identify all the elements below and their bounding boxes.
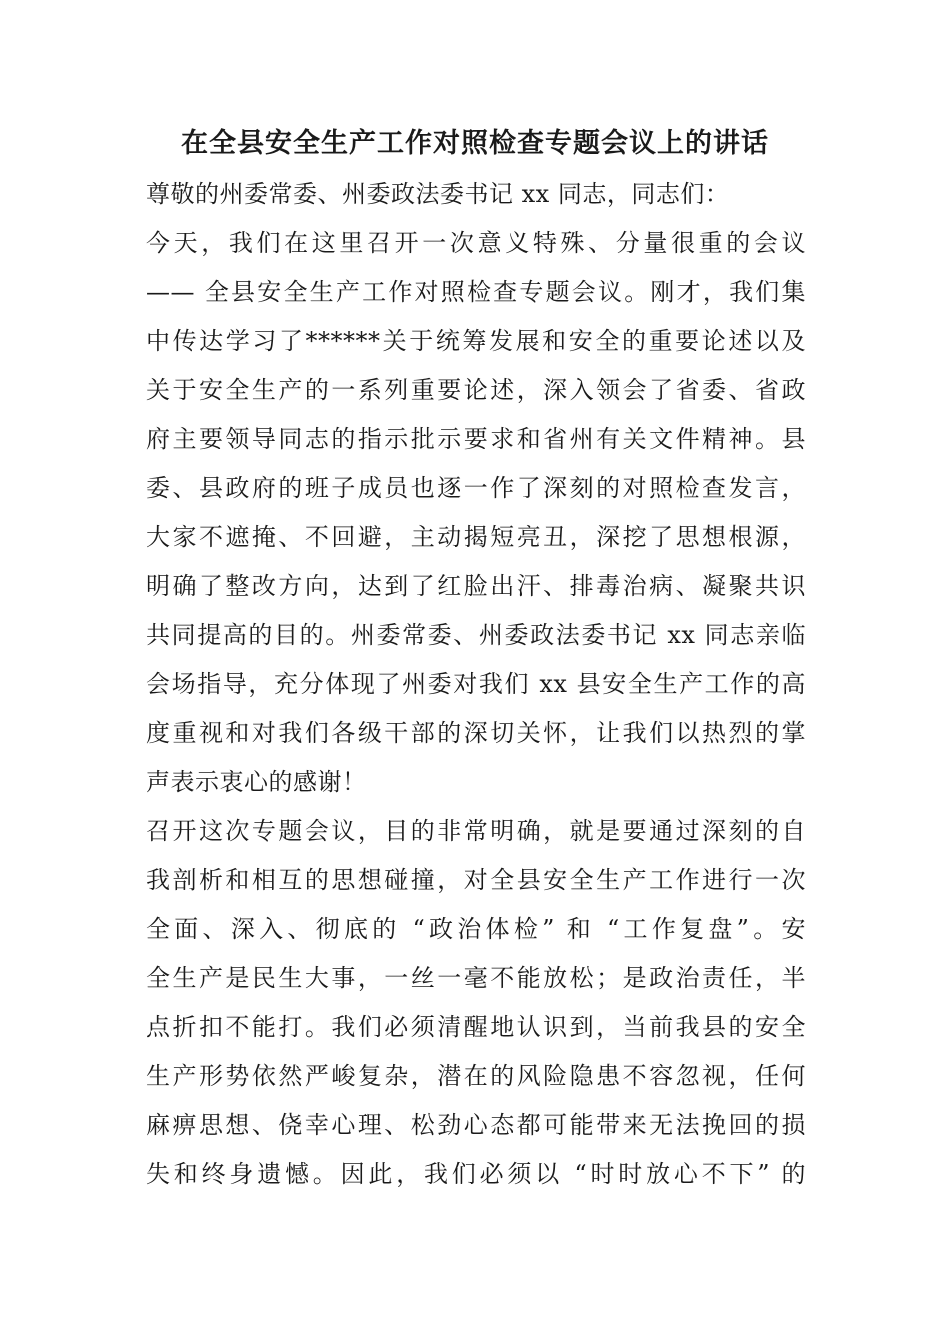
text-line: 召开这次专题会议，目的非常明确，就是要通过深刻的自: [146, 817, 806, 845]
text-line: 尊敬的州委常委、州委政法委书记 xx 同志，同志们：: [146, 180, 730, 208]
text-line: 声表示衷心的感谢！: [146, 768, 367, 796]
text-line: 麻痹思想、侥幸心理、松劲心态都可能带来无法挽回的损: [146, 1111, 806, 1139]
text-line: 失和终身遗憾。因此，我们必须以 “时时放心不下” 的: [146, 1160, 806, 1188]
text-line: 明确了整改方向，达到了红脸出汗、排毒治病、凝聚共识: [146, 572, 806, 600]
text-line: —— 全县安全生产工作对照检查专题会议。刚才，我们集: [146, 278, 806, 306]
text-line: 共同提高的目的。州委常委、州委政法委书记 xx 同志亲临: [146, 621, 806, 649]
text-line: 大家不遮掩、不回避，主动揭短亮丑，深挖了思想根源，: [146, 523, 806, 551]
text-line: 府主要领导同志的指示批示要求和省州有关文件精神。县: [146, 425, 806, 453]
text-line: 会场指导，充分体现了州委对我们 xx 县安全生产工作的高: [146, 670, 806, 698]
document-title: 在全县安全生产工作对照检查专题会议上的讲话: [181, 128, 769, 159]
text-line: 生产形势依然严峻复杂，潜在的风险隐患不容忽视，任何: [146, 1062, 806, 1090]
text-line: 全生产是民生大事，一丝一毫不能放松；是政治责任，半: [146, 964, 806, 992]
text-line: 委、县政府的班子成员也逐一作了深刻的对照检查发言，: [146, 474, 806, 502]
text-line: 关于安全生产的一系列重要论述，深入领会了省委、省政: [146, 376, 806, 404]
text-line: 度重视和对我们各级干部的深切关怀，让我们以热烈的掌: [146, 719, 806, 747]
text-line: 我剖析和相互的思想碰撞，对全县安全生产工作进行一次: [146, 866, 806, 894]
text-line: 中传达学习了******关于统筹发展和安全的重要论述以及: [146, 327, 806, 355]
text-line: 点折扣不能打。我们必须清醒地认识到，当前我县的安全: [146, 1013, 806, 1041]
text-line: 今天，我们在这里召开一次意义特殊、分量很重的会议: [146, 229, 806, 257]
text-line: 全面、深入、彻底的 “政治体检” 和 “工作复盘”。安: [146, 915, 806, 943]
